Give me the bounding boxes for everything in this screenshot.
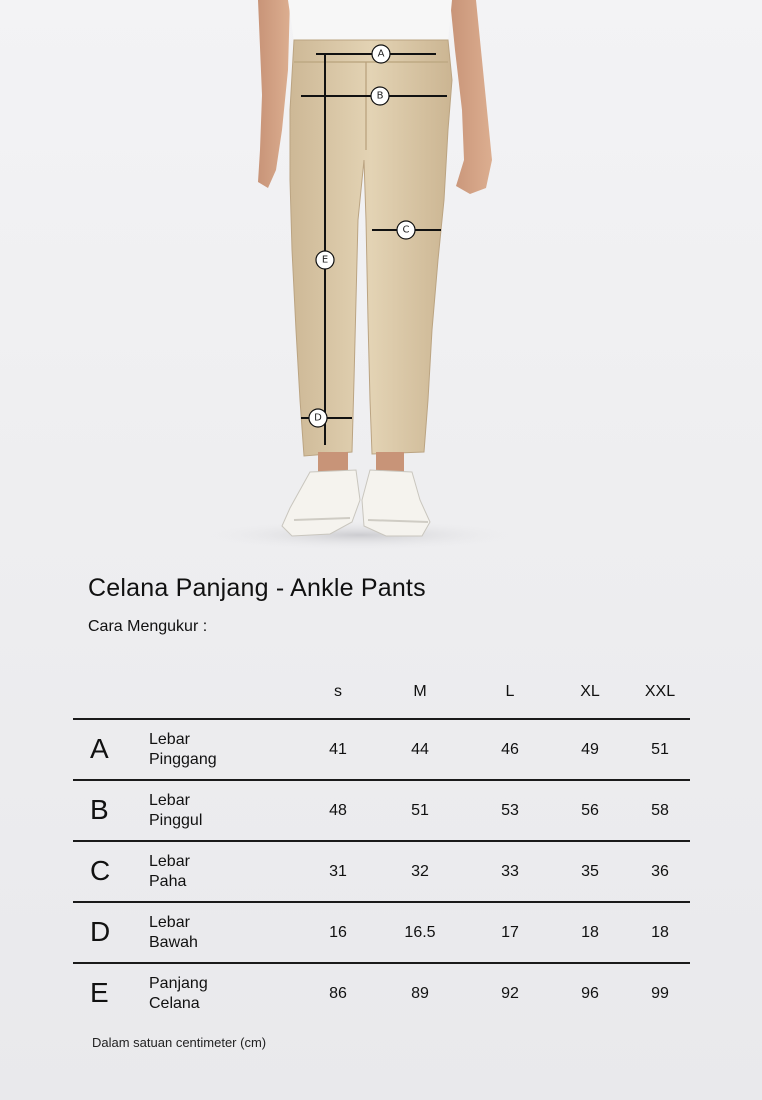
table-cell: 16.5 (404, 924, 436, 941)
measure-instructions-label: Cara Mengukur : (88, 618, 208, 635)
column-header-m: M (413, 683, 427, 700)
table-cell: 92 (501, 985, 519, 1002)
table-cell: 49 (581, 741, 599, 758)
row-label-line: Panjang (149, 975, 208, 992)
column-header-s: s (334, 683, 342, 700)
table-cell: 99 (651, 985, 669, 1002)
floor-shadow (210, 521, 510, 549)
table-cell: 16 (329, 924, 347, 941)
table-cell: 89 (411, 985, 429, 1002)
shirt (288, 0, 452, 42)
marker-d (309, 409, 327, 427)
column-header-xxl: XXL (644, 683, 676, 700)
table-row (73, 718, 690, 779)
marker-b (371, 87, 389, 105)
row-letter: A (90, 733, 109, 764)
table-cell: 35 (581, 863, 599, 880)
column-header-xl: XL (580, 683, 600, 700)
table-cell: 36 (651, 863, 669, 880)
table-row (73, 962, 690, 1023)
table-cell: 51 (411, 802, 429, 819)
size-chart-table (73, 672, 690, 1023)
right-arm (450, 0, 492, 194)
row-label (149, 974, 269, 1014)
table-cell: 86 (329, 985, 347, 1002)
page-title: Celana Panjang - Ankle Pants (88, 574, 426, 602)
row-label (149, 852, 269, 892)
svg-text:C: C (402, 224, 410, 236)
row-label (149, 730, 269, 770)
table-row (73, 779, 690, 840)
svg-text:A: A (377, 48, 385, 60)
table-cell: 33 (501, 863, 519, 880)
pants (290, 40, 452, 456)
marker-a (372, 45, 390, 63)
left-arm (258, 0, 290, 188)
marker-c (397, 221, 415, 239)
svg-text:E: E (321, 254, 329, 266)
svg-text:D: D (314, 412, 322, 424)
row-label-line: Paha (149, 873, 187, 890)
row-label-line: Celana (149, 995, 200, 1012)
row-label-line: Lebar (149, 914, 190, 931)
row-letter: B (90, 794, 109, 825)
row-letter: C (90, 855, 111, 886)
row-label (149, 913, 269, 953)
column-header-l: L (505, 683, 515, 700)
right-shoe (362, 470, 430, 536)
table-cell: 56 (581, 802, 599, 819)
table-cell: 48 (329, 802, 347, 819)
table-cell: 18 (581, 924, 599, 941)
row-label-line: Lebar (149, 731, 190, 748)
table-cell: 31 (329, 863, 347, 880)
table-row (73, 901, 690, 962)
row-letter: E (90, 977, 109, 1008)
table-cell: 18 (651, 924, 669, 941)
table-cell: 58 (651, 802, 669, 819)
table-cell: 53 (501, 802, 519, 819)
unit-footnote: Dalam satuan centimeter (cm) (92, 1035, 267, 1050)
table-cell: 96 (581, 985, 599, 1002)
row-label-line: Bawah (149, 934, 198, 951)
table-cell: 41 (329, 741, 347, 758)
row-label-line: Pinggul (149, 812, 203, 829)
row-label (149, 791, 269, 831)
table-row (73, 840, 690, 901)
table-cell: 32 (411, 863, 429, 880)
table-cell: 51 (651, 741, 669, 758)
table-cell: 44 (411, 741, 429, 758)
table-header-row (73, 672, 690, 718)
row-label-line: Lebar (149, 853, 190, 870)
row-letter: D (90, 916, 111, 947)
table-cell: 46 (501, 741, 519, 758)
row-label-line: Lebar (149, 792, 190, 809)
table-cell: 17 (501, 924, 519, 941)
row-label-line: Pinggang (149, 751, 217, 768)
svg-text:B: B (376, 90, 384, 102)
marker-e (316, 251, 334, 269)
